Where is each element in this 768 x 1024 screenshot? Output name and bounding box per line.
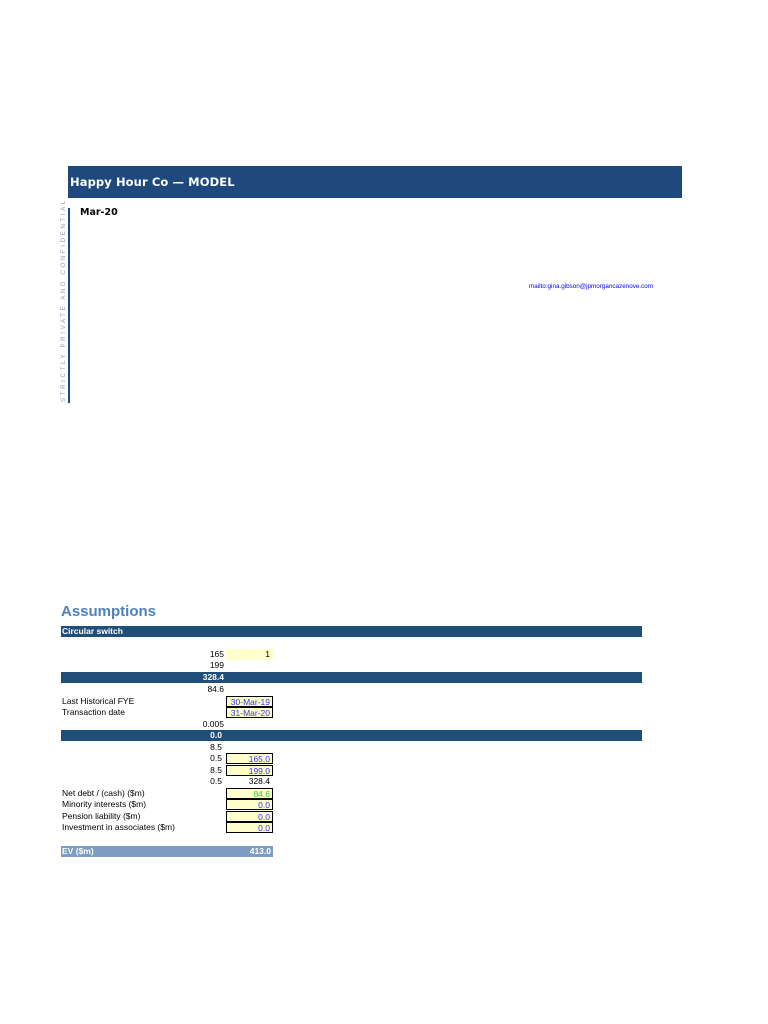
total-band-2: [61, 730, 642, 741]
transaction-date-label: Transaction date: [62, 707, 125, 717]
value-328-4: 328.4: [248, 776, 270, 786]
associates-input[interactable]: 0.0: [226, 822, 273, 833]
total-band-1: [61, 672, 642, 683]
pension-input[interactable]: 0.0: [226, 811, 273, 822]
email-link[interactable]: mailto:gina.gibson@jpmorgancazenove.com: [529, 283, 654, 290]
ev-label: EV ($m): [62, 846, 94, 856]
minority-label: Minority interests ($m): [62, 799, 147, 809]
ev-value: 413.0: [249, 846, 271, 856]
value-8-5-b: 8.5: [210, 765, 222, 775]
model-title: Happy Hour Co — MODEL: [70, 175, 235, 189]
value-84-6: 84.6: [207, 684, 224, 694]
value-0-5-a: 0.5: [210, 753, 222, 763]
circular-switch-label: Circular switch: [62, 626, 123, 636]
value-8-5-a: 8.5: [210, 742, 222, 752]
transaction-date-input[interactable]: 31-Mar-20: [226, 707, 273, 718]
value-165: 165: [209, 649, 224, 659]
net-debt-label: Net debt / (cash) ($m): [62, 788, 145, 798]
model-date: Mar-20: [80, 207, 118, 218]
minority-input[interactable]: 0.0: [226, 799, 273, 810]
last-fye-label: Last Historical FYE: [62, 696, 135, 706]
band-total-value: 328.4: [202, 672, 224, 682]
last-fye-input[interactable]: 30-Mar-19: [226, 696, 273, 707]
pension-label: Pension liability ($m): [62, 811, 141, 821]
input-165[interactable]: 165.0: [226, 753, 273, 764]
associates-label: Investment in associates ($m): [62, 822, 175, 832]
net-debt-input[interactable]: 84.6: [226, 788, 273, 799]
value-0-005: 0.005: [202, 719, 224, 729]
ev-bar: [61, 846, 273, 857]
input-199[interactable]: 199.0: [226, 765, 273, 776]
circular-switch-input[interactable]: 1: [226, 649, 273, 660]
value-199: 199: [209, 660, 224, 670]
assumptions-heading: Assumptions: [61, 603, 157, 620]
side-rule: [68, 208, 70, 403]
band-total-value-2: 0.0: [210, 730, 222, 740]
circular-switch-band: [61, 626, 642, 637]
value-0-5-b: 0.5: [210, 776, 222, 786]
